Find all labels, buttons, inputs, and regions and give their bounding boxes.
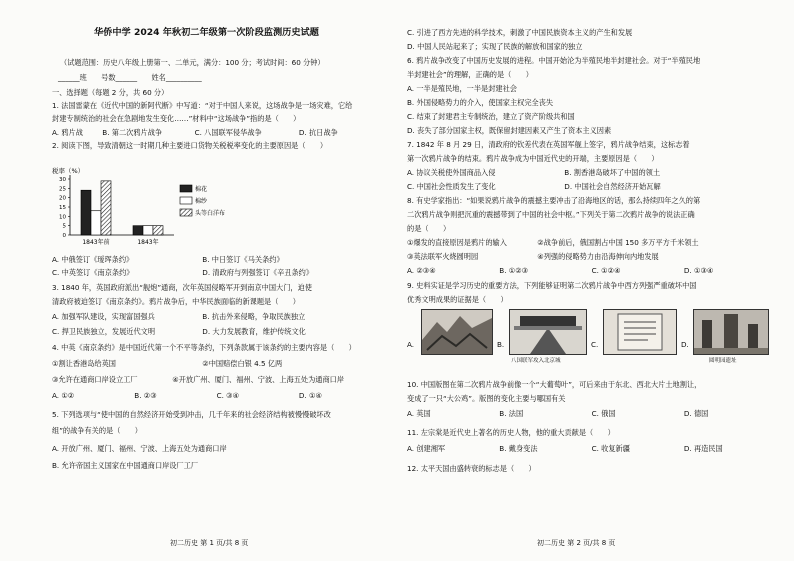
- chart-ylabel: 税率（%）: [52, 167, 85, 175]
- q3-option-b: B. 抗击外来侵略，争取民族独立: [202, 312, 306, 321]
- q9-stem-1: 9. 史料实证是学习历史的重要方法，下列能够证明第二次鸦片战争中西方列强严重破坏中国: [407, 281, 697, 290]
- q1-stem-1: 1. 法国雷蒙在《近代中国的新阿代断》中写道：“对于中国人来说，这场战争是一场灾难，它给: [52, 101, 353, 110]
- q10-option-c: C. 俄国: [591, 409, 616, 418]
- exam-page-right: [397, 0, 794, 561]
- q7-stem-2: 第一次鸦片战争的结束。鸦片战争成为中国近代史的开端，主要原因是（ ）: [407, 154, 659, 163]
- q1-stem-2: 封建专制统治的社会在急剧地发生变化……”材料中“这场战争”指的是（ ）: [52, 114, 301, 123]
- q8-item-3: ③英法联军火烧圆明园: [407, 252, 479, 261]
- q5-option-d: D. 中国人民站起来了；实现了民族的解放和国家的独立: [407, 42, 583, 51]
- q8-items-row1: [407, 238, 699, 247]
- q4-item-1: ①割让香港岛给英国: [52, 359, 116, 368]
- q6-option-c: C. 结束了封建君主专制统治，建立了资产阶级共和国: [407, 112, 575, 121]
- q11-stem: 11. 左宗棠是近代史上著名的历史人物，他的重大贡献是（ ）: [407, 428, 615, 437]
- chart-bar: [133, 226, 143, 235]
- chart-y-tick-label: 15: [59, 205, 66, 211]
- city-gate-image: [510, 310, 586, 354]
- exam-info: （试题范围：历史八年级上册第一、二单元，满分：100 分；考试时间：60 分钟）: [60, 58, 325, 67]
- q10-option-a: A. 英国: [407, 409, 431, 418]
- chart-bar: [143, 226, 153, 235]
- q7-option-d: D. 中国社会自然经济开始瓦解: [564, 182, 661, 191]
- chart-legend-swatch: [180, 185, 192, 192]
- q6-stem-2: 半封建社会”的理解，正确的是（ ）: [407, 70, 533, 79]
- q8-items-row2: [407, 252, 659, 261]
- q3-option-c: C. 捍卫民族独立，发展近代文明: [52, 327, 156, 336]
- chart-legend-label: 棉纱: [195, 198, 208, 205]
- q2-option-b: B. 中日签订《马关条约》: [202, 255, 284, 264]
- chart-legend-swatch: [180, 209, 192, 216]
- chart-y-tick-label: 5: [62, 223, 66, 230]
- q4-items-row2: [52, 375, 344, 384]
- q5-stem-1: 5. 下列选项与“使中国的自然经济开始受到冲击，几千年来的社会经济结构被慢慢破坏改: [52, 410, 331, 419]
- q3-stem-1: 3. 1840 年，英国政府派出“舰炮”通商，次年英国侵略军开到南京中国大门，迫使: [52, 283, 312, 292]
- q4-options: [52, 391, 322, 400]
- q10-stem-1: 10. 中国版图在第二次鸦片战争前像一个“大葡萄叶”，可后来由于东北、西北大片土地割让，: [407, 380, 702, 389]
- chart-bar: [153, 226, 163, 235]
- q9-photo-b: [509, 309, 587, 355]
- q4-stem: 4. 中英《南京条约》是中国近代第一个不平等条约，下列条款属于该条约的主要内容是（ ）: [52, 343, 356, 352]
- q2-stem: 2. 阅读下图，导致清朝这一时期几种主要进口货物关税税率变化的主要原因是（ ）: [52, 141, 328, 150]
- q5-option-a: A. 开放广州、厦门、福州、宁波、上海五处为通商口岸: [52, 444, 227, 453]
- section-heading: 一、选择题（每题 2 分，共 60 分）: [52, 88, 169, 97]
- q9-caption-d: 圆明园遗址: [709, 358, 737, 364]
- q5-stem-2: 组”的战争有关的是（ ）: [52, 426, 142, 435]
- q8-stem-3: 的是（ ）: [407, 224, 451, 233]
- q7-option-a: A. 协议关税使外国商品入侵: [407, 168, 496, 177]
- q10-stem-2: 变成了一只“大公鸡”。版图的变化主要与哪国有关: [407, 394, 566, 403]
- q2-option-c: C. 中英签订《南京条约》: [52, 268, 134, 277]
- chart-x-tick-label: 1843年: [137, 239, 159, 246]
- q1-option-b: B. 第二次鸦片战争: [102, 128, 163, 137]
- q8-item-4: ④列强的侵略势力由沿海伸向内地发展: [537, 252, 659, 261]
- q2-options-row2: [52, 268, 313, 277]
- q7-stem-1: 7. 1842 年 8 月 29 日，清政府的钦差代表在英国军舰上签字，鸦片战争结束，这标志着: [407, 140, 690, 149]
- chart-y-tick-label: 20: [59, 195, 66, 202]
- tariff-bar-chart: [52, 165, 242, 249]
- q4-item-4: ④开放广州、厦门、福州、宁波、上海五处为通商口岸: [172, 375, 345, 384]
- chart-y-tick-label: 30: [59, 177, 66, 183]
- chart-bar: [81, 190, 91, 235]
- q11-option-c: C. 收复新疆: [591, 444, 630, 453]
- q3-stem-2: 清政府被迫签订《南京条约》。鸦片战争后，中华民族面临的新课题是（ ）: [52, 297, 300, 306]
- q3-option-a: A. 加强军队建设，实现富国强兵: [52, 312, 155, 321]
- q3-options-row2: [52, 327, 306, 336]
- q6-option-a: A. 一半是殖民地，一半是封建社会: [407, 84, 517, 93]
- q5-option-b: B. 允许帝国主义国家在中国通商口岸设厂工厂: [52, 461, 199, 470]
- q9-label-b: B.: [497, 340, 505, 349]
- q9-photo-a: [421, 309, 493, 355]
- q9-label-a: A.: [407, 340, 415, 349]
- q5-option-c: C. 引进了西方先进的科学技术，刺激了中国民族资本主义的产生和发展: [407, 28, 633, 37]
- q9-label-d: D.: [681, 340, 689, 349]
- q9-stem-2: 优秀文明成果的证据是（ ）: [407, 295, 508, 304]
- q8-options: [407, 266, 713, 275]
- q6-stem-1: 6. 鸦片战争改变了中国历史发展的进程。中国开始沦为半殖民地半封建社会。对于“半殖民地: [407, 56, 701, 65]
- q3-options-row1: [52, 312, 305, 321]
- page-footer-right: 初二历史 第 2 页/共 8 页: [537, 539, 616, 547]
- q6-option-b: B. 外国侵略势力的介入，使国家主权完全丧失: [407, 98, 554, 107]
- q12-stem: 12. 太平天国由盛转衰的标志是（ ）: [407, 464, 536, 473]
- q10-option-b: B. 法国: [499, 409, 524, 418]
- q4-items-row1: [52, 359, 282, 368]
- chart-y-tick-label: 10: [59, 214, 66, 221]
- chart-y-tick-label: 25: [59, 186, 66, 193]
- q4-item-3: ③允许在通商口岸设立工厂: [52, 375, 138, 384]
- q9-caption-b: 八国联军攻入北京城: [511, 358, 561, 364]
- q11-option-b: B. 戴身变法: [499, 444, 538, 453]
- q4-option-c: C. ③④: [216, 391, 240, 400]
- q7-option-b: B. 割香港岛破坏了中国的领土: [564, 168, 661, 177]
- q6-option-d: D. 丧失了部分国家主权，既保留封建因素又产生了资本主义因素: [407, 126, 612, 135]
- chart-legend-label: 头等白洋布: [195, 210, 226, 217]
- q7-options-row2: [407, 182, 661, 191]
- q8-item-2: ②战争前后，俄国割占中国 150 多万平方千米领土: [537, 238, 699, 247]
- chart-legend-label: 棉花: [195, 186, 208, 193]
- q8-option-d: D. ①③④: [683, 266, 714, 275]
- q3-option-d: D. 大力发展教育，维护传统文化: [202, 327, 306, 336]
- chart-bar: [91, 211, 101, 235]
- chart-bar: [101, 181, 111, 235]
- ruins-photo-image: [694, 310, 768, 354]
- chart-x-tick-label: 1843年前: [82, 239, 110, 246]
- q4-option-a: A. ①②: [52, 391, 75, 400]
- q10-option-d: D. 德国: [683, 409, 709, 418]
- exam-title: 华侨中学 2024 年秋初二年级第一次阶段监测历史试题: [94, 27, 319, 38]
- q4-option-d: D. ①④: [298, 391, 322, 400]
- student-info-line: ______班 号数______ 姓名__________: [58, 73, 202, 82]
- q11-options: [407, 444, 723, 453]
- q9-photo-d: [693, 309, 769, 355]
- q9-photo-c: [603, 309, 677, 355]
- q1-option-d: D. 抗日战争: [298, 128, 338, 137]
- q8-item-1: ①爆发的直接原因是鸦片的输入: [407, 238, 507, 247]
- q11-option-a: A. 创建湘军: [407, 444, 446, 453]
- q7-options-row1: [407, 168, 660, 177]
- q8-stem-1: 8. 有史学家指出：“如果说鸦片战争的震撼主要冲击了沿海地区的话，那么持续四年之久的第: [407, 196, 701, 205]
- q8-option-b: B. ①②③: [499, 266, 529, 275]
- q8-stem-2: 二次鸦片战争则把沉重的震撼带到了中国的社会中枢。”下列关于第二次鸦片战争的说法正确: [407, 210, 695, 219]
- q2-options-row1: [52, 255, 284, 264]
- page-footer-left: 初二历史 第 1 页/共 8 页: [170, 539, 249, 547]
- q8-option-a: A. ②③④: [407, 266, 436, 275]
- q4-option-b: B. ②③: [134, 391, 157, 400]
- q9-label-c: C.: [591, 340, 599, 349]
- ruins-sketch-image: [422, 310, 492, 354]
- q11-option-d: D. 再造民国: [683, 444, 723, 453]
- q1-options: [52, 128, 338, 137]
- chart-legend-swatch: [180, 197, 192, 204]
- q1-option-c: C. 八国联军侵华战争: [194, 128, 262, 137]
- q10-options: [407, 409, 708, 418]
- q1-option-a: A. 鸦片战: [52, 128, 83, 137]
- chart-y-tick-label: 0: [62, 233, 66, 239]
- q8-option-c: C. ①②④: [591, 266, 621, 275]
- q2-option-d: D. 清政府与列强签订《辛丑条约》: [202, 268, 314, 277]
- document-image: [604, 310, 676, 354]
- q2-option-a: A. 中俄签订《瑷珲条约》: [52, 255, 134, 264]
- q7-option-c: C. 中国社会性质发生了变化: [407, 182, 496, 191]
- q4-item-2: ②中国赔偿白银 4.5 亿两: [202, 359, 283, 368]
